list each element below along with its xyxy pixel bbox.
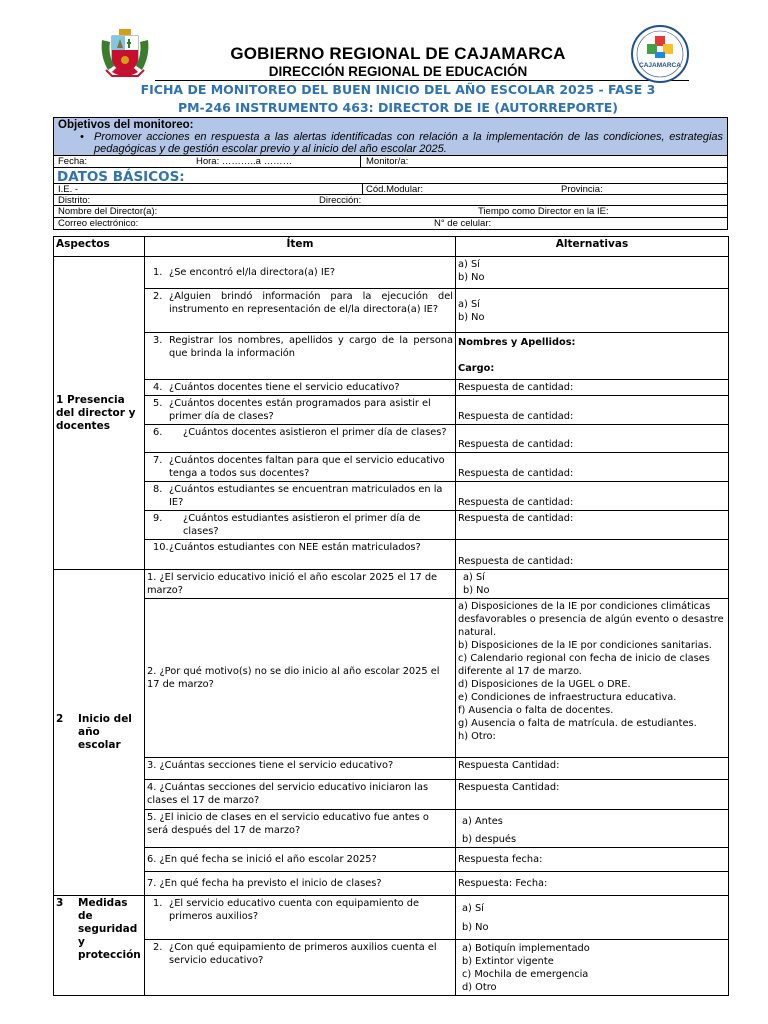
item-cell: 1. ¿El servicio educativo inició el año escolar 2025 el 17 de marzo? bbox=[145, 570, 456, 599]
item-number: 8. bbox=[153, 484, 163, 495]
table-row bbox=[54, 810, 729, 848]
item-cell bbox=[145, 396, 456, 425]
table-row bbox=[54, 758, 729, 780]
alternative-option: h) Otro: bbox=[458, 731, 496, 742]
alternatives-cell bbox=[456, 380, 729, 396]
item-cell bbox=[145, 940, 456, 996]
objectives-title: Objetivos del monitoreo: bbox=[58, 119, 194, 131]
table-row bbox=[54, 453, 729, 482]
table-row bbox=[54, 848, 729, 872]
alternatives-cell bbox=[456, 289, 729, 333]
item-cell: 7. ¿En qué fecha ha previsto el inicio de clases? bbox=[145, 872, 456, 896]
bullet-icon: • bbox=[80, 131, 84, 143]
item-cell: 2. ¿Por qué motivo(s) no se dio inicio al año escolar 2025 el 17 de marzo? bbox=[145, 599, 456, 758]
table-row bbox=[54, 289, 729, 333]
aspect-inicio bbox=[54, 570, 145, 896]
alternative-option: Respuesta de cantidad: bbox=[458, 468, 574, 479]
item-cell: 6. ¿En qué fecha se inició el año escolar 2025? bbox=[145, 848, 456, 872]
item-text: ¿Cuántos estudiantes se encuentran matriculados en la IE? bbox=[169, 484, 443, 508]
aspect-number: 2 bbox=[56, 713, 64, 725]
alternative-option: Respuesta de cantidad: bbox=[458, 411, 574, 422]
alternative-option: a) Sí bbox=[458, 298, 480, 310]
alternative-option: a) Disposiciones de la IE por condiciones climáticas desfavorables o presencia de algún evento o desastre natural. bbox=[458, 601, 724, 638]
alternative-option: c) Calendario regional con fecha de inicio de clases diferente al 17 de marzo. bbox=[458, 653, 710, 677]
alternative-option: a) Sí bbox=[458, 259, 480, 270]
alternative-option: Respuesta de cantidad: bbox=[458, 556, 574, 567]
item-number: 10. bbox=[153, 542, 169, 553]
table-row bbox=[54, 872, 729, 896]
table-row bbox=[54, 482, 729, 511]
item-cell bbox=[145, 540, 456, 570]
distrito-label: Distrito: bbox=[58, 195, 91, 206]
item-number: 5. bbox=[153, 398, 163, 409]
fecha-label: Fecha: bbox=[58, 156, 88, 167]
aspect-label: Inicio del año escolar bbox=[78, 713, 132, 751]
table-row bbox=[54, 511, 729, 540]
table-row bbox=[54, 333, 729, 380]
item-number: 1. bbox=[153, 267, 163, 278]
item-text: ¿Cuántos docentes tiene el servicio educativo? bbox=[169, 382, 400, 393]
logo-cajamarca-text: CAJAMARCA bbox=[639, 62, 681, 69]
table-row bbox=[54, 540, 729, 570]
item-text: Registrar los nombres, apellidos y cargo de la persona que brinda la información bbox=[169, 335, 453, 359]
aspect-seguridad bbox=[54, 896, 145, 996]
alternatives-cell bbox=[456, 540, 729, 570]
nombre-director-label: Nombre del Director(a): bbox=[58, 206, 158, 217]
hora-label: Hora: ………..a ……… bbox=[196, 156, 293, 167]
item-text: ¿Cuántos docentes asistieron el primer día de clases? bbox=[183, 427, 447, 438]
correo-label: Correo electrónico: bbox=[58, 218, 139, 229]
table-row bbox=[54, 257, 729, 289]
item-cell bbox=[145, 896, 456, 940]
alternative-option: e) Condiciones de infraestructura educativa. bbox=[458, 692, 677, 703]
header-aspectos: Aspectos bbox=[54, 237, 145, 257]
alternative-option: Nombres y Apellidos: bbox=[458, 337, 576, 348]
director-row bbox=[53, 206, 728, 218]
alternatives-cell bbox=[456, 511, 729, 540]
item-cell bbox=[145, 380, 456, 396]
item-cell bbox=[145, 425, 456, 453]
objectives-box bbox=[53, 117, 728, 156]
alternative-option: a) Botiquín implementado bbox=[462, 943, 590, 954]
gobierno-regional-cajamarca-logo bbox=[630, 24, 690, 84]
alternatives-cell bbox=[456, 482, 729, 511]
alternative-option: b) Disposiciones de la IE por condiciones sanitarias. bbox=[458, 640, 712, 651]
alternative-option: Cargo: bbox=[458, 363, 495, 374]
alternatives-cell bbox=[456, 257, 729, 289]
tiempo-director-label: Tiempo como Director en la IE: bbox=[478, 206, 609, 217]
instrument-title: PM-246 INSTRUMENTO 463: DIRECTOR DE IE (AUTORREPORTE) bbox=[177, 100, 619, 115]
monitor-label: Monitor/a: bbox=[366, 156, 409, 167]
document-header bbox=[0, 0, 768, 118]
item-number: 1. bbox=[153, 898, 163, 909]
alternative-option: Respuesta de cantidad: bbox=[458, 497, 574, 508]
alternative-option: Respuesta de cantidad: bbox=[458, 382, 574, 393]
alternatives-cell: Respuesta Cantidad: bbox=[456, 780, 729, 810]
item-number: 9. bbox=[153, 513, 163, 524]
item-number: 2. bbox=[153, 942, 163, 953]
alternatives-cell bbox=[456, 940, 729, 996]
cell-divider bbox=[362, 184, 363, 194]
direccion-label: Dirección: bbox=[319, 195, 362, 206]
table-row bbox=[54, 599, 729, 758]
alternatives-cell bbox=[456, 396, 729, 425]
aspect-presencia: 1 Presencia del director y docentes bbox=[54, 257, 145, 570]
item-cell bbox=[145, 257, 456, 289]
alternatives-cell bbox=[456, 453, 729, 482]
item-cell bbox=[145, 511, 456, 540]
alternative-option: g) Ausencia o falta de matrícula. de estudiantes. bbox=[458, 718, 697, 729]
item-cell bbox=[145, 482, 456, 511]
alternative-option: a) Sí bbox=[462, 902, 484, 914]
item-text: ¿Alguien brindó información para la ejecución del instrumento en representación de el/la directora(a) IE? bbox=[169, 291, 453, 315]
alternative-option: b) después bbox=[462, 834, 517, 845]
table-row bbox=[54, 940, 729, 996]
ie-label: I.E. - bbox=[58, 184, 79, 195]
header-divider bbox=[155, 80, 689, 81]
table-row bbox=[54, 425, 729, 453]
alternative-option: Respuesta de cantidad: bbox=[458, 439, 574, 450]
alternative-option: Respuesta de cantidad: bbox=[458, 513, 574, 524]
objectives-text: Promover acciones en respuesta a las alertas identificadas con relación a la implementación de las condiciones, estrategias pedagógicas y de gestión escolar previo y al inicio del año escolar 2025. bbox=[94, 131, 723, 155]
alternatives-cell bbox=[456, 896, 729, 940]
item-cell: 5. ¿El inicio de clases en el servicio educativo fue antes o será después del 17 de marzo? bbox=[145, 810, 456, 848]
alternatives-cell bbox=[456, 425, 729, 453]
item-number: 3. bbox=[153, 335, 163, 346]
datos-basicos-title: DATOS BÁSICOS: bbox=[57, 169, 185, 185]
item-cell bbox=[145, 289, 456, 333]
item-text: ¿Cuántos docentes están programados para asistir el primer día de clases? bbox=[169, 398, 431, 422]
alternative-option: b) No bbox=[458, 272, 485, 283]
alternative-option: f) Ausencia o falta de docentes. bbox=[458, 705, 614, 716]
item-cell bbox=[145, 333, 456, 380]
alternatives-cell bbox=[456, 333, 729, 380]
item-number: 7. bbox=[153, 455, 163, 466]
alternative-option: d) Disposiciones de la UGEL o DRE. bbox=[458, 679, 631, 690]
alternatives-cell bbox=[456, 810, 729, 848]
alternative-option: b) No bbox=[458, 311, 485, 323]
alternative-option: b) Extintor vigente bbox=[462, 956, 554, 967]
provincia-label: Provincia: bbox=[561, 184, 603, 195]
alternative-option: a) Sí bbox=[463, 572, 485, 583]
cod-modular-label: Cód.Modular: bbox=[366, 184, 424, 195]
header-alternativas: Alternativas bbox=[456, 237, 729, 257]
item-text: ¿Cuántos estudiantes con NEE están matriculados? bbox=[169, 542, 421, 553]
item-text: ¿Con qué equipamiento de primeros auxilios cuenta el servicio educativo? bbox=[169, 942, 437, 966]
item-number: 4. bbox=[153, 382, 163, 393]
ie-row bbox=[53, 184, 728, 195]
alternative-option: a) Antes bbox=[462, 816, 503, 827]
alternatives-cell: Respuesta Cantidad: bbox=[456, 758, 729, 780]
table-header-row bbox=[54, 237, 729, 257]
monitoring-table bbox=[53, 236, 729, 996]
correo-row bbox=[53, 218, 728, 230]
aspect-number: 3 bbox=[56, 897, 64, 909]
item-text: ¿Cuántos docentes faltan para que el servicio educativo tenga a todos sus docentes? bbox=[169, 455, 445, 479]
table-row bbox=[54, 780, 729, 810]
distrito-row bbox=[53, 195, 728, 206]
alternative-option: b) No bbox=[463, 585, 490, 596]
ficha-title: FICHA DE MONITOREO DEL BUEN INICIO DEL AÑO ESCOLAR 2025 - FASE 3 bbox=[140, 82, 656, 97]
alternative-option: b) No bbox=[462, 921, 489, 933]
direccion-regional-title: DIRECCIÓN REGIONAL DE EDUCACIÓN bbox=[268, 64, 528, 79]
item-number: 2. bbox=[153, 291, 163, 302]
alternative-option: c) Mochila de emergencia bbox=[462, 969, 589, 980]
item-cell: 3. ¿Cuántas secciones tiene el servicio educativo? bbox=[145, 758, 456, 780]
item-text: ¿Cuántos estudiantes asistieron el primer día de clases? bbox=[183, 513, 421, 537]
gobierno-regional-title: GOBIERNO REGIONAL DE CAJAMARCA bbox=[230, 44, 566, 63]
celular-label: N° de celular: bbox=[434, 218, 492, 229]
alternatives-cell: Respuesta fecha: bbox=[456, 848, 729, 872]
table-row bbox=[54, 396, 729, 425]
item-text: ¿El servicio educativo cuenta con equipamiento de primeros auxilios? bbox=[169, 898, 420, 922]
table-row bbox=[54, 570, 729, 599]
item-cell bbox=[145, 453, 456, 482]
item-cell: 4. ¿Cuántas secciones del servicio educativo iniciaron las clases el 17 de marzo? bbox=[145, 780, 456, 810]
alternatives-cell bbox=[456, 570, 729, 599]
item-number: 6. bbox=[153, 427, 163, 438]
alternatives-cell bbox=[456, 599, 729, 758]
fecha-row bbox=[53, 156, 728, 168]
item-text: ¿Se encontró el/la directora(a) IE? bbox=[169, 267, 336, 278]
alternative-option: d) Otro bbox=[462, 982, 497, 993]
aspect-label: Medidas de seguridad y protección bbox=[78, 897, 141, 961]
objectives-text-block bbox=[58, 131, 723, 155]
header-item: Ítem bbox=[145, 237, 456, 257]
cell-divider bbox=[360, 156, 361, 167]
alternatives-cell: Respuesta: Fecha: bbox=[456, 872, 729, 896]
table-row bbox=[54, 896, 729, 940]
table-row bbox=[54, 380, 729, 396]
